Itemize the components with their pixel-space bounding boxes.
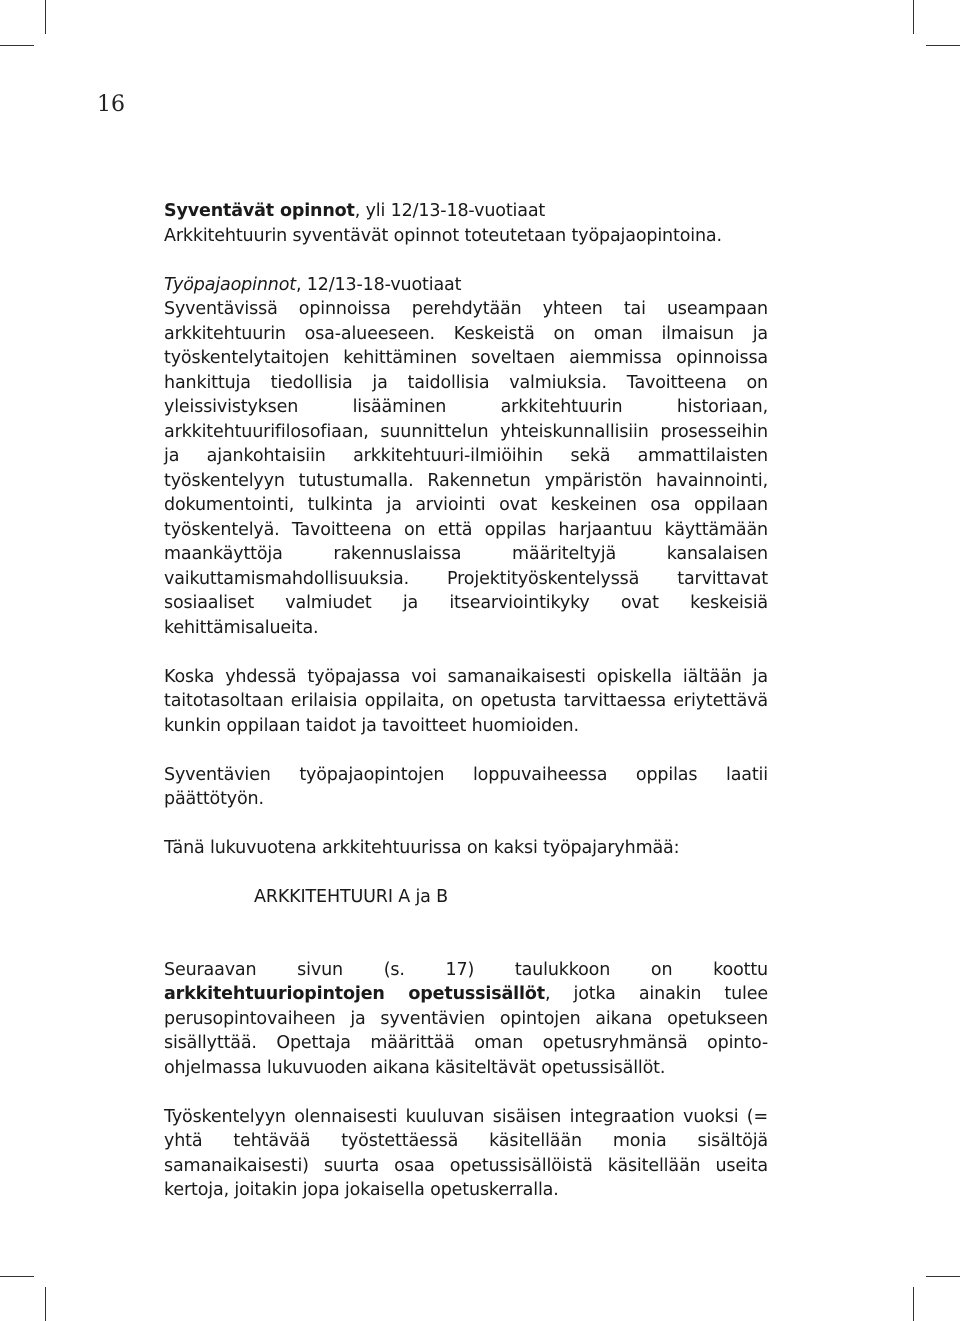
paragraph-text-before: Seuraavan sivun (s. 17) taulukkoon on koottu — [164, 959, 768, 980]
section-text: Syventävissä opinnoissa perehdytään yhteen tai useampaan arkkitehtuurin osa-alueeseen. Keskeistä on oman ilmaisun ja työskentelytaitojen kehittäminen soveltaen aiemmissa opinnoissa hankittuja tiedollisia ja taidollisia valmiuksia. Tavoitteena on yleissivistyksen lisääminen arkkitehtuurin historiaan, arkkitehtuurifilosofiaan, suunnittelun yhteiskunnallisiin prosesseihin ja ajankohtaisiin arkkitehtuuri-ilmiöihin sekä ammattilaisten työskentelyyn tutustumalla. Rakennetun ympäristön havainnointi, dokumentointi, tulkinta ja arviointi ovat keskeinen osa oppilaan työskentelyä. Tavoitteena on että oppilas harjaantuu käyttämään maankäyttöja rakennuslaissa määriteltyjä kansalaisen vaikuttamismahdollisuuksia. Projektityöskentelyssä tarvittavat sosiaaliset valmiudet ja itsearviointikyky ovat keskeisiä kehittämisalueita. — [164, 299, 768, 638]
crop-mark-bottom-left-horizontal — [0, 1276, 34, 1277]
section-heading-italic: Työpajaopinnot — [164, 274, 296, 295]
groups-item: ARKKITEHTUURI A ja B — [254, 887, 449, 907]
paragraph-eriyttaminen: Koska yhdessä työpajassa voi samanaikaisesti opiskella iältään ja taitotasoltaan erilaisia oppilaita, on opetusta tarvittaessa eriytettävä kunkin oppilaan taidot ja tavoitteet huomioiden. — [164, 666, 768, 736]
paragraph-text-after: , jotka ainakin tulee perusopintovaiheen ja syventävien opintojen aikana opetukseen sisällyttää. Opettaja määrittää oman opetusryhmänsä opinto-ohjelmassa lukuvuoden aikana käsiteltävät opetussisällöt. — [164, 984, 768, 1078]
page-number: 16 — [97, 92, 125, 117]
crop-mark-top-left-vertical — [45, 0, 46, 34]
crop-mark-bottom-left-vertical — [45, 1287, 46, 1321]
crop-mark-bottom-right-horizontal — [926, 1276, 960, 1277]
paragraph-tyopajaryhmat: Tänä lukuvuotena arkkitehtuurissa on kaksi työpajaryhmää: — [164, 838, 680, 858]
page-content — [164, 199, 768, 1227]
crop-mark-bottom-right-vertical — [913, 1287, 914, 1321]
crop-mark-top-left-horizontal — [0, 45, 34, 46]
section-heading-bold: Syventävät opinnot — [164, 201, 355, 221]
crop-mark-top-right-vertical — [913, 0, 914, 34]
paragraph-paattotyo: Syventävien työpajaopintojen loppuvaiheessa oppilas laatii päättötyön. — [164, 764, 768, 809]
section-syventavat-opinnot — [164, 199, 768, 248]
paragraph-integraatio: Työskentelyyn olennaisesti kuuluvan sisäisen integraation vuoksi (= yhtä tehtävää työstettäessä käsitellään monia sisältöjä samanaikaisesti) suurta osaa opetussisällöistä käsitellään useita kertoja, joitakin jopa jokaisella opetuskerralla. — [164, 1106, 768, 1200]
paragraph-text-bold: arkkitehtuuriopintojen opetussisällöt — [164, 984, 545, 1004]
section-tyopajaopinnot — [164, 273, 768, 641]
section-text: Arkkitehtuurin syventävät opinnot toteutetaan työpajaopintoina. — [164, 225, 722, 246]
crop-mark-top-right-horizontal — [926, 45, 960, 46]
section-heading-rest: , yli 12/13-18-vuotiaat — [354, 201, 546, 221]
paragraph-opetussisallot — [164, 958, 768, 1081]
section-heading-rest: , 12/13-18-vuotiaat — [295, 274, 462, 295]
